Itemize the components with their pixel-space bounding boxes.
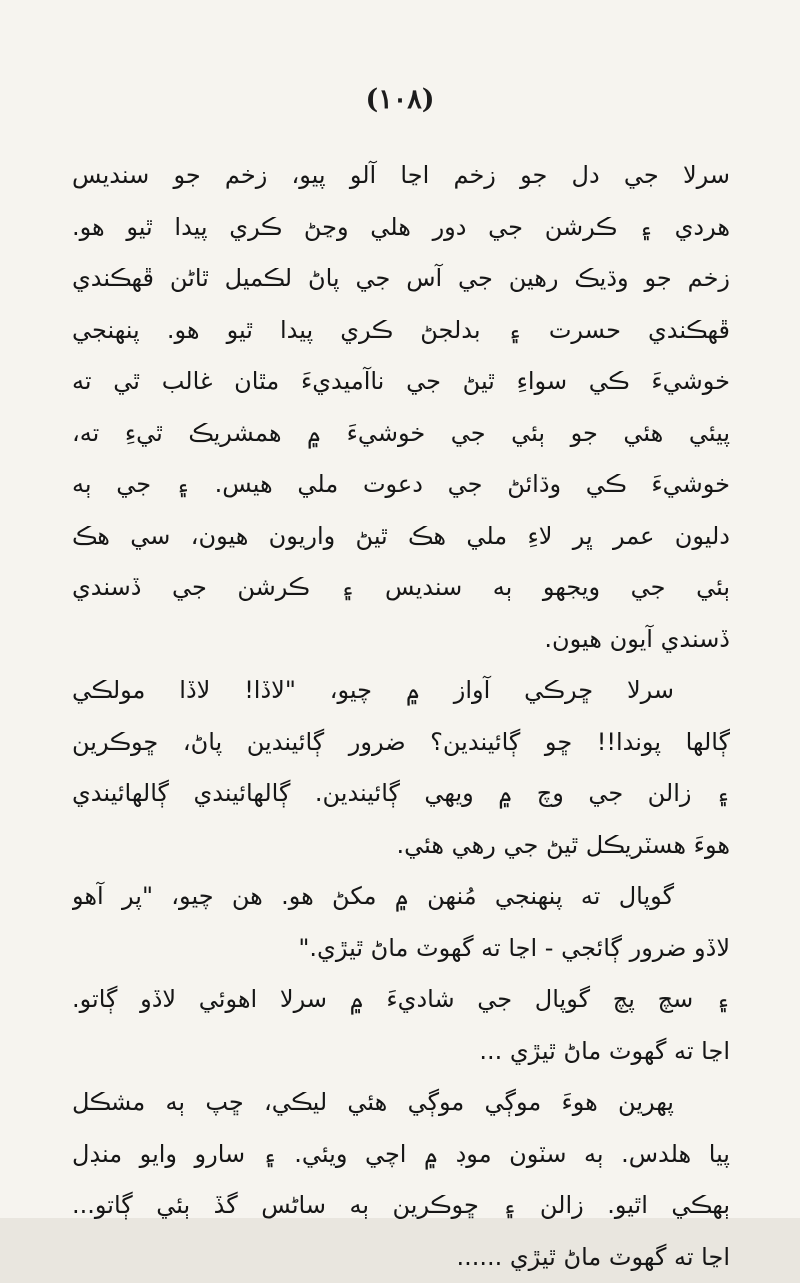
page-body-text [72, 150, 730, 1283]
text-line: سرلا ڇرڪي آواز ۾ چيو، "لاڏا! لاڏا مولڪي [72, 665, 730, 717]
text-line: لاڏو ضرور ڳائجي - اڃا ته گهوٽ ماڻ ٿيڙي." [72, 923, 730, 975]
text-line: اڃا ته گهوٽ ماڻ ٿيڙي ...... [72, 1232, 730, 1283]
text-line: دليون عمر ڀر لاءِ ملي هڪ ٿيڻ واريون هيون، سي هڪ [72, 511, 730, 563]
text-line: اڃا ته گهوٽ ماڻ ٿيڙي ... [72, 1026, 730, 1078]
text-line: پيئي هئي جو ٻئي جي خوشيءَ ۾ همشريڪ ٿيءِ ته، [72, 408, 730, 460]
text-line: ۽ زالن جي وچ ۾ ويهي ڳائيندين. ڳالهائيندي ڳالهائيندي [72, 768, 730, 820]
text-line: زخم جو وڌيڪ رهين جي آس جي پاڻ لڪميل ٿاڻن ڦهڪندي [72, 253, 730, 305]
text-line: ٻهڪي اٿيو. زالن ۽ ڇوڪرين ٻه ساڻس گڏ ٻئي ڳاتو... [72, 1180, 730, 1232]
text-line: پيا هلدس. ٻه سٽون موڊ ۾ اچي ويئي. ۽ سارو وايو منڊل [72, 1129, 730, 1181]
text-line: هوءَ هسٽريڪل ٿيڻ جي رهي هئي. [72, 820, 730, 872]
text-line: هردي ۽ ڪرشن جي دور هلي وڃڻ ڪري پيدا ٿيو هو. [72, 202, 730, 254]
text-line: خوشيءَ ڪي وڌائڻ جي دعوت ملي هيس. ۽ جي ٻه [72, 459, 730, 511]
text-line: ڳالها پوندا!! ڇو ڳائيندين؟ ضرور ڳائيندين پاڻ، ڇوڪرين [72, 717, 730, 769]
text-line: ٻئي جي ويجهو ٻه سنديس ۽ ڪرشن جي ڏسندي [72, 562, 730, 614]
text-line: سرلا جي دل جو زخم اڃا آلو پيو، زخم جو سنديس [72, 150, 730, 202]
text-line: ڦهڪندي حسرت ۽ بدلجڻ ڪري پيدا ٿيو هو. پنهنجي [72, 305, 730, 357]
text-line: گوپال ته پنهنجي مُنهن ۾ مکڻ هو. هن چيو، "پر آهو [72, 871, 730, 923]
text-line: خوشيءَ ڪي سواءِ ٿيڻ جي ناآميديءَ مٿان غالب ٿي ته [72, 356, 730, 408]
text-line: ۽ سچ پچ گوپال جي شاديءَ ۾ سرلا اهوئي لاڏو ڳاتو. [72, 974, 730, 1026]
text-line: ڏسندي آيون هيون. [72, 614, 730, 666]
text-line: پهرين هوءَ موڳي موڳي هئي ليڪي، ڇپ ٻه مشڪل [72, 1077, 730, 1129]
page-number: (١٠٨) [0, 84, 800, 115]
